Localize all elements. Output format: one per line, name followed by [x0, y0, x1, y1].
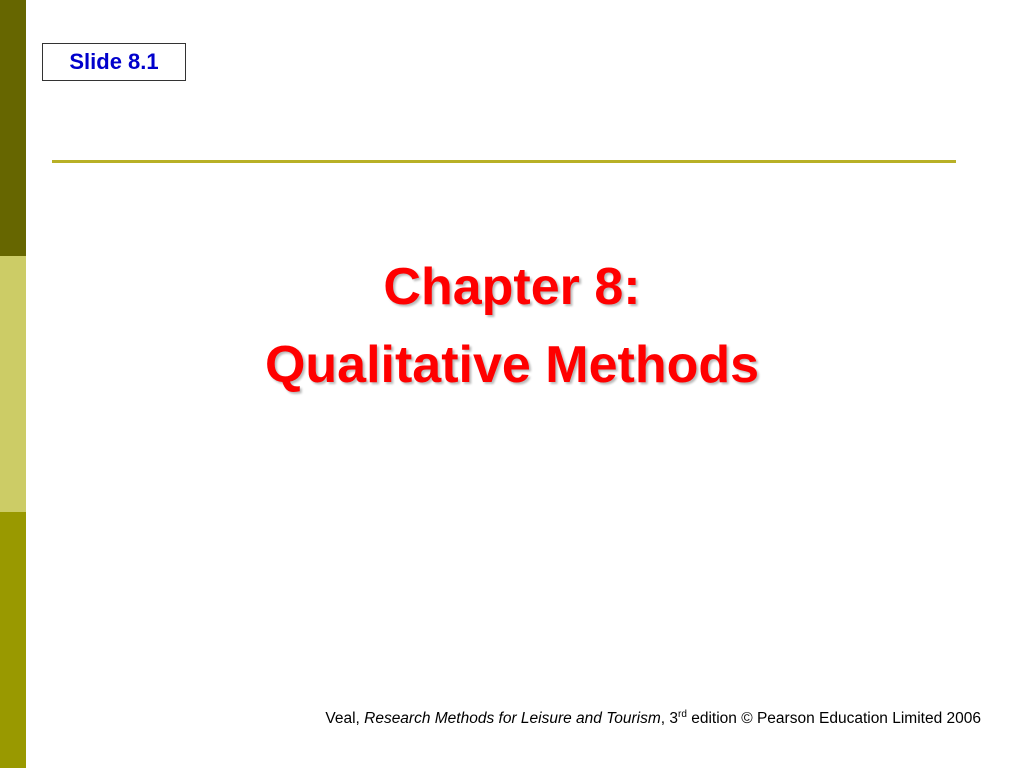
footer-publisher: edition © Pearson Education Limited 2006 — [686, 710, 981, 728]
title-line-chapter: Chapter 8: — [383, 258, 641, 316]
side-bar-top — [0, 0, 26, 256]
footer-edition-number: , 3 — [660, 710, 679, 728]
slide-title — [0, 248, 1024, 404]
title-line-topic: Qualitative Methods — [264, 336, 760, 394]
footer-author: Veal, — [325, 710, 365, 728]
header-divider — [52, 160, 956, 163]
footer-ordinal-suffix: rd — [678, 709, 687, 720]
slide-number-badge — [42, 43, 186, 81]
side-bar-bottom — [0, 512, 26, 768]
footer-citation — [0, 709, 981, 728]
footer-book-title: Research Methods for Leisure and Tourism — [364, 710, 661, 728]
slide-number-label: Slide 8.1 — [69, 49, 159, 74]
